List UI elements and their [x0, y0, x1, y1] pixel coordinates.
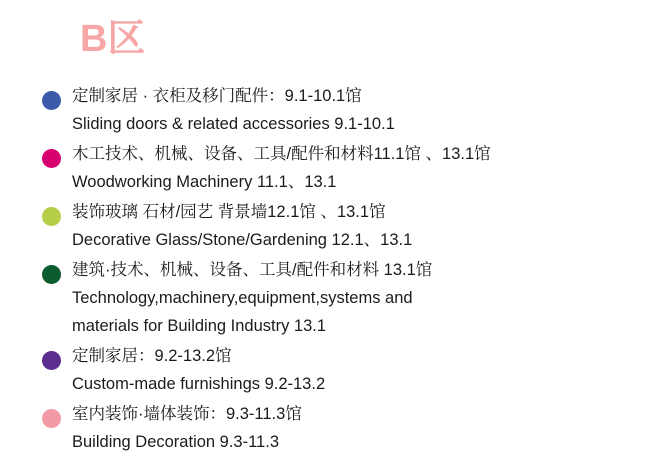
list-item [30, 342, 650, 398]
bullet-icon-wrap [30, 140, 72, 168]
list-item-text [72, 140, 650, 196]
bullet-icon-wrap [30, 82, 72, 110]
bullet-circle-icon [42, 351, 61, 370]
bullet-icon-wrap [30, 400, 72, 428]
bullet-icon-wrap [30, 342, 72, 370]
list-item-label-cn: 室内装饰·墙体装饰：9.3-11.3馆 [72, 405, 302, 423]
list-item-label-en: Custom-made furnishings 9.2-13.2 [72, 375, 326, 393]
list-item-label-cn: 装饰玻璃 石材/园艺 背景墙12.1馆 、13.1馆 [72, 203, 386, 221]
list-item-label-en: Decorative Glass/Stone/Gardening 12.1、13.1 [72, 231, 413, 249]
list-item-text [72, 256, 650, 340]
bullet-icon-wrap [30, 256, 72, 284]
bullet-circle-icon [42, 409, 61, 428]
list-item [30, 140, 650, 196]
exhibition-hall-list [30, 82, 650, 458]
list-item-label-en: Building Decoration 9.3-11.3 [72, 433, 279, 451]
list-item [30, 198, 650, 254]
list-item-label-cn: 木工技术、机械、设备、工具/配件和材料11.1馆 、13.1馆 [72, 145, 491, 163]
list-item-label-cn: 建筑·技术、机械、设备、工具/配件和材料 13.1馆 [72, 261, 433, 279]
page-title: B区 [80, 18, 146, 60]
list-item-label-en: Technology,machinery,equipment,systems and [72, 289, 413, 307]
list-item-label-en: Woodworking Machinery 11.1、13.1 [72, 173, 337, 191]
list-item-label-cn: 定制家居：9.2-13.2馆 [72, 347, 232, 365]
list-item-text [72, 82, 650, 138]
bullet-circle-icon [42, 91, 61, 110]
list-item [30, 256, 650, 340]
bullet-circle-icon [42, 265, 61, 284]
list-item-label-cn: 定制家居 · 衣柜及移门配件：9.1-10.1馆 [72, 87, 362, 105]
list-item-label-en-line2: materials for Building Industry 13.1 [72, 317, 327, 335]
list-item-text [72, 342, 650, 398]
list-item-text [72, 400, 650, 456]
bullet-icon-wrap [30, 198, 72, 226]
list-item-label-en: Sliding doors & related accessories 9.1-10.1 [72, 115, 395, 133]
list-item-text [72, 198, 650, 254]
list-item [30, 82, 650, 138]
list-item [30, 400, 650, 456]
bullet-circle-icon [42, 149, 61, 168]
bullet-circle-icon [42, 207, 61, 226]
